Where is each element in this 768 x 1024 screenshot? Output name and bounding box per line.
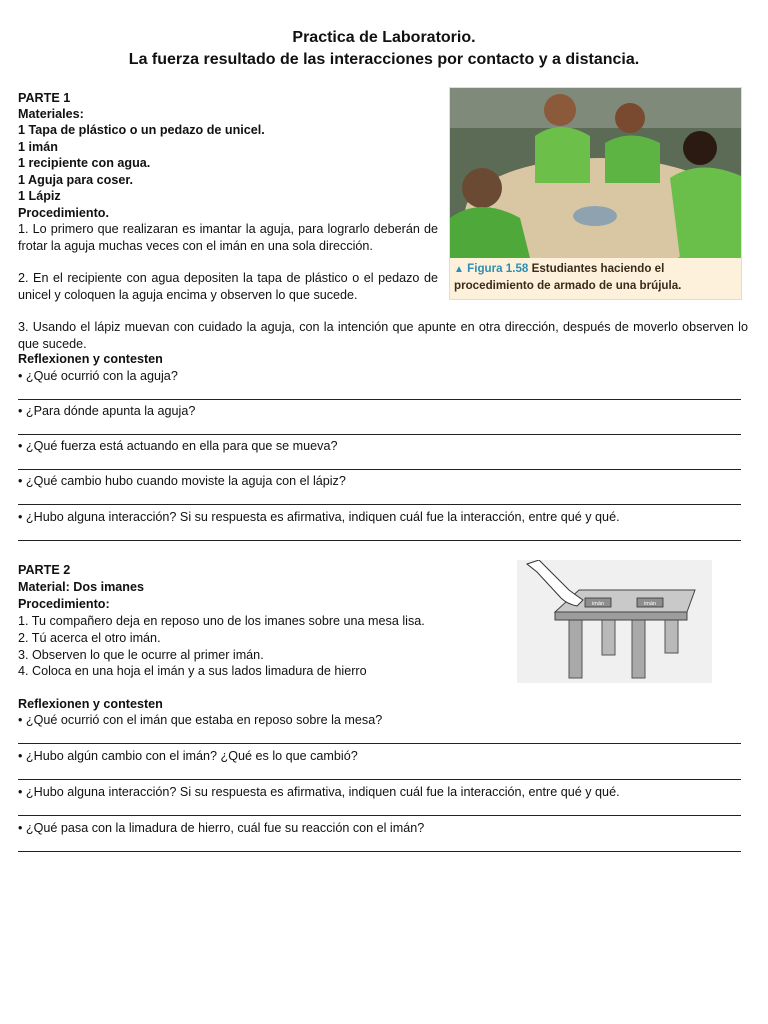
document-title: Practica de Laboratorio.: [292, 29, 476, 46]
material-item: 1 Lápiz: [18, 189, 61, 203]
part2-step: 1. Tu compañero deja en reposo uno de los imanes sobre una mesa lisa.: [18, 614, 425, 628]
figure-caption: [454, 261, 738, 294]
question: • ¿Hubo algún cambio con el imán? ¿Qué es lo que cambió?: [18, 749, 358, 763]
procedure-step: 1. Lo primero que realizaran es imantar la aguja, para lograrlo deberán de frotar la aguja muchas veces con el imán en una sola dirección.: [18, 222, 438, 253]
materials-heading: Materiales:: [18, 107, 84, 121]
triangle-icon: ▲: [454, 264, 464, 275]
part2-step: 4. Coloca en una hoja el imán y a sus lados limadura de hierro: [18, 664, 367, 678]
students-photo: [449, 87, 742, 300]
question: • ¿Hubo alguna interacción? Si su respuesta es afirmativa, indiquen cuál fue la interacción, entre qué y qué.: [18, 785, 620, 799]
material-item: 1 Tapa de plástico o un pedazo de unicel.: [18, 123, 265, 137]
answer-line: [18, 469, 741, 470]
part2-reflect-heading: Reflexionen y contesten: [18, 697, 163, 711]
part2-material: Material: Dos imanes: [18, 580, 144, 594]
procedure-step: 2. En el recipiente con agua depositen la tapa de plástico o el pedazo de unicel y coloquen la aguja encima y observen lo que sucede.: [18, 271, 438, 302]
part2-procedure-heading: Procedimiento:: [18, 597, 110, 611]
students-photo-illustration: [450, 88, 741, 258]
material-item: 1 Aguja para coser.: [18, 173, 134, 187]
answer-line: [18, 851, 741, 852]
question: • ¿Qué ocurrió con la aguja?: [18, 369, 178, 383]
part2-step: 3. Observen lo que le ocurre al primer imán.: [18, 648, 264, 662]
procedure-heading: Procedimiento.: [18, 206, 109, 220]
question: • ¿Qué fuerza está actuando en ella para que se mueva?: [18, 439, 338, 453]
question: • ¿Hubo alguna interacción? Si su respuesta es afirmativa, indiquen cuál fue la interacción, entre qué y qué.: [18, 510, 620, 524]
answer-line: [18, 540, 741, 541]
magnet-label: imán: [644, 601, 656, 607]
procedure-step: 3. Usando el lápiz muevan con cuidado la aguja, con la intención que apunte en otra dirección, después de moverlo observen lo que sucede.: [18, 320, 748, 351]
question: • ¿Para dónde apunta la aguja?: [18, 404, 196, 418]
answer-line: [18, 399, 741, 400]
part1-heading: PARTE 1: [18, 91, 71, 105]
magnets-on-table-illustration: [517, 560, 712, 683]
material-item: 1 recipiente con agua.: [18, 156, 151, 170]
question: • ¿Qué cambio hubo cuando moviste la aguja con el lápiz?: [18, 474, 346, 488]
answer-line: [18, 815, 741, 816]
answer-line: [18, 434, 741, 435]
figure-caption-text: Estudiantes haciendo el procedimiento de armado de una brújula.: [454, 262, 682, 292]
answer-line: [18, 504, 741, 505]
question: • ¿Qué pasa con la limadura de hierro, cuál fue su reacción con el imán?: [18, 821, 425, 835]
reflect-heading: Reflexionen y contesten: [18, 352, 163, 366]
answer-line: [18, 743, 741, 744]
material-item: 1 imán: [18, 140, 58, 154]
question: • ¿Qué ocurrió con el imán que estaba en reposo sobre la mesa?: [18, 713, 383, 727]
figure-label: Figura 1.58: [467, 262, 529, 275]
part2-step: 2. Tú acerca el otro imán.: [18, 631, 161, 645]
document-subtitle: La fuerza resultado de las interacciones por contacto y a distancia.: [128, 51, 640, 68]
part2-heading: PARTE 2: [18, 563, 71, 577]
answer-line: [18, 779, 741, 780]
magnet-label: imán: [592, 601, 604, 607]
